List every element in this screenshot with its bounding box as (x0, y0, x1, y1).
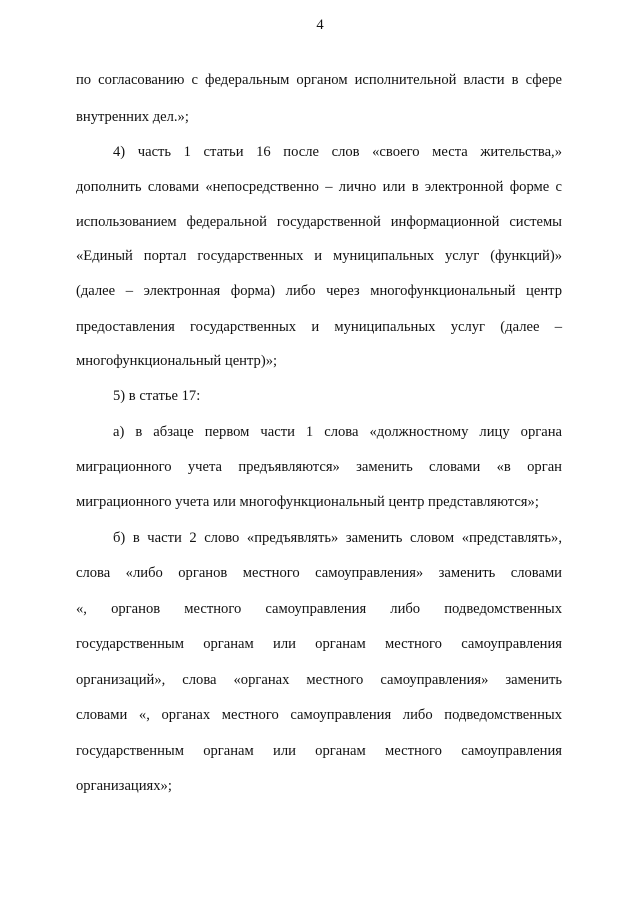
text-line: «, органов местного самоуправления либо подведомственных (76, 601, 562, 617)
text-line: государственным органам или органам местного самоуправления (76, 636, 562, 652)
text-line: словами «, органах местного самоуправления либо подведомственных (76, 707, 562, 723)
text-line: миграционного учета или многофункциональный центр представляются»; (76, 494, 539, 510)
text-line: слова «либо органов местного самоуправления» заменить словами (76, 565, 562, 581)
text-line: (далее – электронная форма) либо через многофункциональный центр (76, 283, 562, 299)
text-line: государственным органам или органам местного самоуправления (76, 743, 562, 759)
text-line: по согласованию с федеральным органом исполнительной власти в сфере (76, 72, 562, 88)
text-line: предоставления государственных и муниципальных услуг (далее – (76, 319, 562, 335)
text-line: 4) часть 1 статьи 16 после слов «своего места жительства,» (113, 144, 562, 160)
page-number: 4 (316, 17, 324, 33)
text-line: «Единый портал государственных и муниципальных услуг (функций)» (76, 248, 562, 264)
text-line: многофункциональный центр)»; (76, 353, 278, 369)
text-line: 5) в статье 17: (113, 388, 201, 404)
text-line: организациях»; (76, 778, 172, 794)
text-line: миграционного учета предъявляются» заменить словами «в орган (76, 459, 562, 475)
text-line: а) в абзаце первом части 1 слова «должностному лицу органа (113, 424, 562, 440)
text-line: использованием федеральной государственной информационной системы (76, 214, 562, 230)
text-line: б) в части 2 слово «предъявлять» заменить словом «представлять», (113, 530, 562, 546)
text-line: внутренних дел.»; (76, 109, 189, 125)
text-line: дополнить словами «непосредственно – лично или в электронной форме с (76, 179, 562, 195)
text-line: организаций», слова «органах местного самоуправления» заменить (76, 672, 562, 688)
